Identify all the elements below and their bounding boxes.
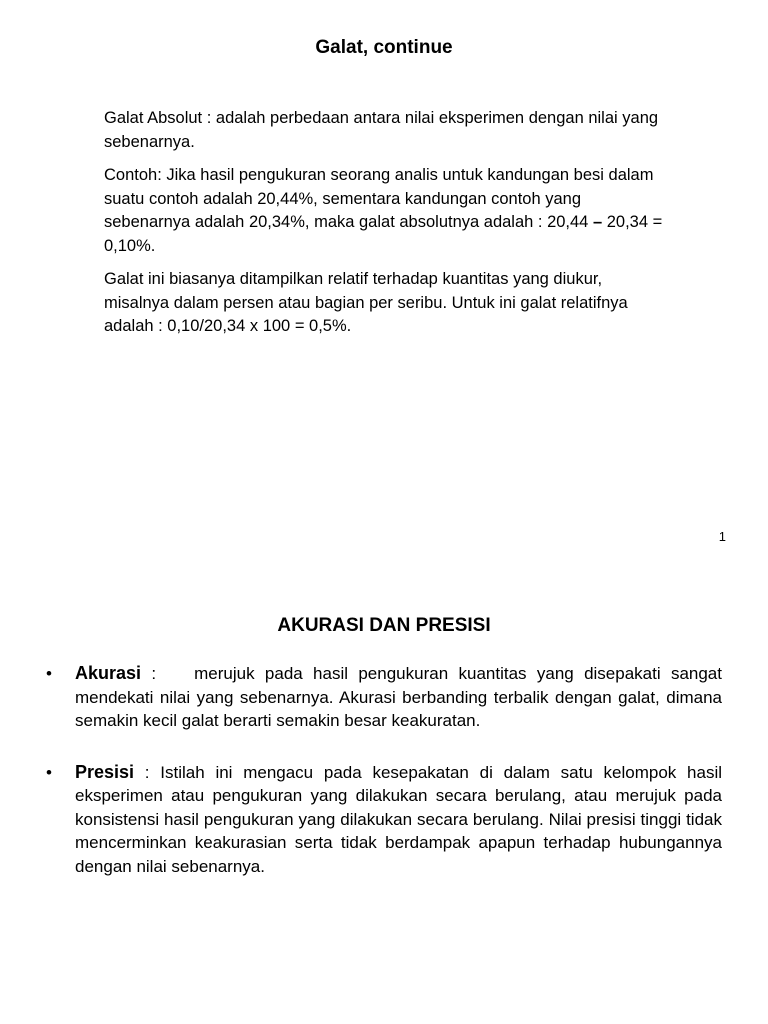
section-title: AKURASI DAN PRESISI [277,615,491,636]
bullet-list [0,662,768,906]
example-dash: – [592,213,603,231]
definition-akurasi: merujuk pada hasil pengukuran kuantitas yang disepakati sangat mendekati nilai yang sebenarnya. Akurasi berbanding terbalik dengan galat, dimana semakin kecil galat berarti semakin besar keakuratan. [75,664,722,730]
example-text-end: 20,34 = 0,10%. [104,213,663,255]
term-akurasi: Akurasi [75,663,142,683]
bullet-icon: • [46,664,52,683]
slide1-body [104,107,670,349]
bullet-text-akurasi [75,662,722,733]
paragraph-definition: Galat Absolut : adalah perbedaan antara nilai eksperimen dengan nilai yang sebenarnya. [104,109,659,151]
term-separator: : [134,762,161,782]
term-presisi: Presisi [75,761,135,782]
bullet-item-akurasi [0,662,768,733]
example-text-start: Contoh: Jika hasil pengukuran seorang analis untuk kandungan besi dalam suatu contoh adalah 20,44%, sementara kandungan contoh yang sebenarnya adalah 20,34%, maka galat absolutnya adalah : 20,44 [104,166,654,231]
paragraph-example [104,164,670,258]
page-title: Galat, continue [315,37,453,58]
bullet-item-presisi [0,761,768,879]
page-number: 1 [718,529,726,544]
paragraph-relative: Galat ini biasanya ditampilkan relatif terhadap kuantitas yang diukur, misalnya dalam persen atau bagian per seribu. Untuk ini galat relatifnya adalah : 0,10/20,34 x 100 = 0,5%. [104,270,628,335]
bullet-icon: • [46,762,52,782]
definition-presisi: Istilah ini mengacu pada kesepakatan di dalam satu kelompok hasil eksperimen atau pengukuran yang dilakukan secara berulang, atau merujuk pada konsistensi hasil pengukuran yang dilakukan secara berulang. Nilai presisi tinggi tidak mencerminkan keakurasian serta tidak berdampak apapun terhadap hubungannya dengan nilai sebenarnya. [75,762,723,876]
term-separator: : [141,664,157,683]
bullet-text-presisi [75,761,722,879]
